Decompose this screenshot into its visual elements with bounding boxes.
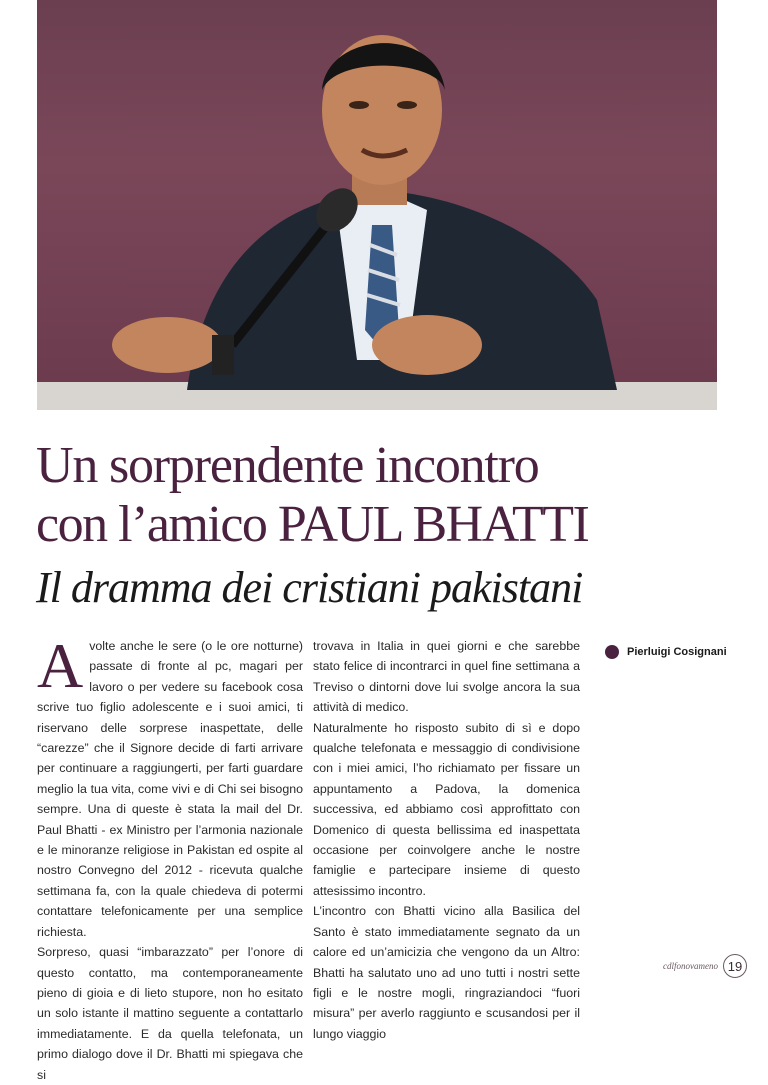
article-paragraph: trovava in Italia in quei giorni e che sarebbe stato felice di incontrarci in quel fine settimana a Treviso o dintorni dove lui svolge ancora la sua attività di medico.	[313, 639, 580, 715]
page-number: 19	[723, 954, 747, 978]
subtitle: Il dramma dei cristiani pakistani	[36, 563, 583, 612]
page-footer	[663, 954, 747, 978]
article-column-2	[313, 636, 580, 1044]
article-paragraph: Sorpreso, quasi “imbarazzato” per l’onore di questo contatto, ma contemporaneamente pieno di gioia e di lieto stupore, non ho esitato un solo istante il mattino seguente a contattarlo immediatamente. E da quella telefonata, un primo dialogo dove il Dr. Bhatti mi spiegava che si	[37, 945, 303, 1082]
article-paragraph: L’incontro con Bhatti vicino alla Basilica del Santo è stato immediatamente segnato da un calore ed un’amicizia che vengono da un Altro: Bhatti ha salutato uno ad uno tutti i nostri sette figli e le nostre mogli, ringraziandoci “fuori misura” per averlo raggiunto e scusandosi per il lungo viaggio	[313, 904, 580, 1041]
article-paragraph	[37, 630, 303, 942]
speaker-photo	[37, 0, 717, 410]
bullet-icon	[605, 645, 619, 659]
headline-line1: Un sorprendente incontro	[36, 437, 539, 494]
drop-cap: A	[37, 630, 84, 701]
author-byline	[605, 645, 727, 659]
article-column-1	[37, 630, 303, 1085]
paragraph-text: volte anche le sere (o le ore notturne) passate di fronte al pc, magari per lavoro o per vedere su facebook cosa scrive tuo figlio adolescente e i suoi amici, ti riservano delle sorprese inaspettate, delle “carezze” che il Signore decide di farti arrivare per continuare a raggiungerti, per farti guardare meglio la tua vita, come vivi e di Chi sei bisogno sempre. Una di queste è stata la mail del Dr. Paul Bhatti - ex Ministro per l’armonia nazionale e le minoranze religiose in Pakistan ed ospite al nostro Convegno del 2012 - ricevuta qualche settimana fa, con la quale chiedeva di potermi contattare telefonicamente per una semplice richiesta.	[37, 639, 303, 939]
article-paragraph: Naturalmente ho risposto subito di sì e dopo qualche telefonata e messaggio di condivisione con i miei amici, l’ho richiamato per fissare un appuntamento a Padova, la domenica successiva, ed abbiamo così approfittato con Domenico di questa bellissima ed inaspettata occasione per coinvolgere anche le nostre famiglie e partecipare insieme di questo attesissimo incontro.	[313, 720, 580, 898]
magazine-name: cdlfonovameno	[663, 961, 718, 971]
speaker-illustration	[37, 0, 717, 410]
author-name: Pierluigi Cosignani	[627, 646, 727, 658]
headline-line2: con l’amico PAUL BHATTI	[36, 496, 589, 553]
